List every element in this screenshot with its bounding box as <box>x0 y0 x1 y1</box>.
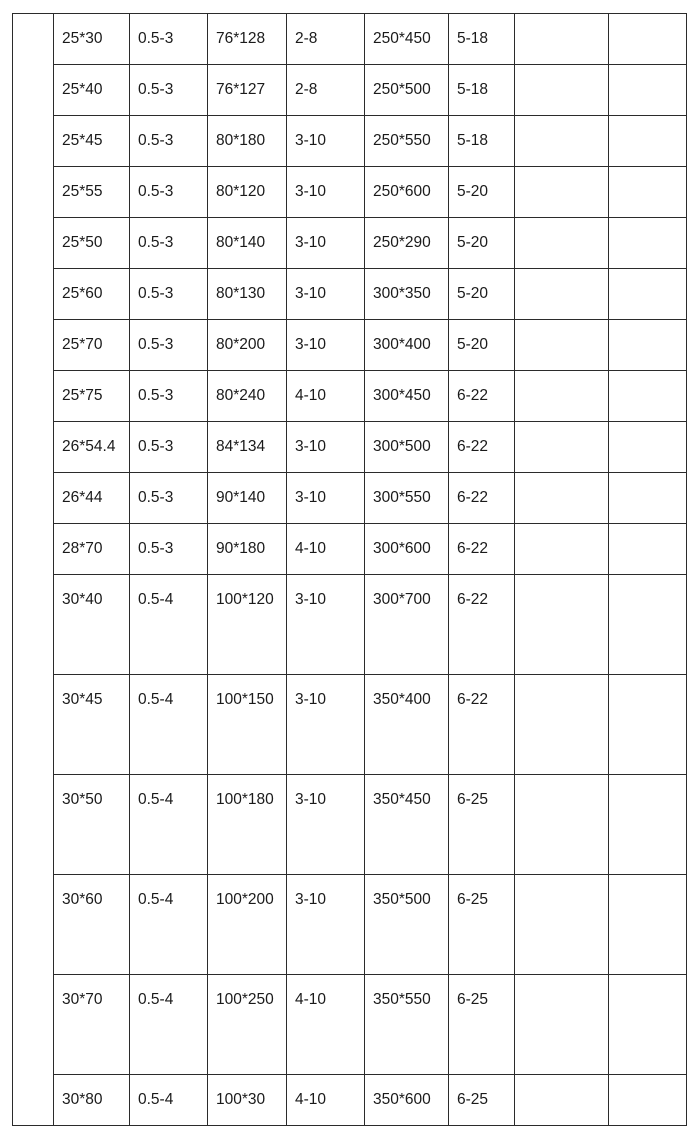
table-cell: 5-20 <box>449 269 515 320</box>
table-cell <box>515 371 609 422</box>
merged-side-cell <box>13 14 54 1126</box>
table-cell <box>515 422 609 473</box>
table-cell: 5-18 <box>449 14 515 65</box>
table-cell: 30*80 <box>54 1075 130 1126</box>
table-cell: 6-25 <box>449 875 515 975</box>
table-cell: 300*400 <box>365 320 449 371</box>
table-cell: 25*30 <box>54 14 130 65</box>
table-row <box>13 775 687 875</box>
table-cell <box>609 875 687 975</box>
table-cell: 0.5-4 <box>130 1075 208 1126</box>
table-cell: 26*44 <box>54 473 130 524</box>
table-row <box>13 116 687 167</box>
table-cell: 3-10 <box>287 575 365 675</box>
table-cell <box>515 14 609 65</box>
table-cell: 3-10 <box>287 269 365 320</box>
table-row <box>13 218 687 269</box>
table-cell: 0.5-4 <box>130 575 208 675</box>
table-cell <box>609 65 687 116</box>
table-row <box>13 371 687 422</box>
table-cell: 250*550 <box>365 116 449 167</box>
table-cell: 80*120 <box>208 167 287 218</box>
table-cell <box>609 320 687 371</box>
table-cell: 6-25 <box>449 975 515 1075</box>
table-row <box>13 269 687 320</box>
table-cell <box>515 775 609 875</box>
table-cell: 0.5-3 <box>130 218 208 269</box>
table-cell: 300*500 <box>365 422 449 473</box>
table-cell: 26*54.4 <box>54 422 130 473</box>
table-cell: 6-22 <box>449 371 515 422</box>
table-cell <box>609 14 687 65</box>
table-cell: 25*55 <box>54 167 130 218</box>
table-cell: 3-10 <box>287 116 365 167</box>
table-cell: 25*75 <box>54 371 130 422</box>
table-cell: 350*450 <box>365 775 449 875</box>
table-cell: 100*200 <box>208 875 287 975</box>
table-cell: 80*130 <box>208 269 287 320</box>
table-cell <box>609 422 687 473</box>
table-cell: 350*550 <box>365 975 449 1075</box>
table-cell: 0.5-4 <box>130 975 208 1075</box>
table-cell: 4-10 <box>287 1075 365 1126</box>
table-cell: 30*45 <box>54 675 130 775</box>
table-cell: 90*180 <box>208 524 287 575</box>
table-cell: 6-22 <box>449 575 515 675</box>
table-cell: 3-10 <box>287 167 365 218</box>
table-cell: 250*450 <box>365 14 449 65</box>
table-cell: 25*40 <box>54 65 130 116</box>
table-cell: 0.5-4 <box>130 775 208 875</box>
table-row <box>13 65 687 116</box>
table-cell: 100*180 <box>208 775 287 875</box>
table-cell: 30*50 <box>54 775 130 875</box>
table-cell <box>515 65 609 116</box>
table-cell <box>609 575 687 675</box>
table-cell <box>609 1075 687 1126</box>
table-cell <box>515 167 609 218</box>
table-cell: 80*140 <box>208 218 287 269</box>
table-cell <box>609 116 687 167</box>
table-row <box>13 14 687 65</box>
table-cell: 80*180 <box>208 116 287 167</box>
table-cell: 25*70 <box>54 320 130 371</box>
table-cell <box>515 116 609 167</box>
table-cell: 5-20 <box>449 320 515 371</box>
table-cell: 0.5-3 <box>130 371 208 422</box>
table-cell <box>609 167 687 218</box>
table-row <box>13 1075 687 1126</box>
table-cell <box>609 524 687 575</box>
table-cell: 0.5-4 <box>130 875 208 975</box>
table-cell: 3-10 <box>287 675 365 775</box>
table-cell: 6-22 <box>449 524 515 575</box>
table-cell: 6-22 <box>449 675 515 775</box>
table-cell: 4-10 <box>287 975 365 1075</box>
table-cell <box>609 473 687 524</box>
table-cell: 3-10 <box>287 422 365 473</box>
table-cell <box>515 269 609 320</box>
table-cell: 0.5-3 <box>130 320 208 371</box>
table-cell: 300*450 <box>365 371 449 422</box>
table-row <box>13 675 687 775</box>
table-cell: 30*40 <box>54 575 130 675</box>
table-cell: 25*50 <box>54 218 130 269</box>
table-cell <box>609 775 687 875</box>
table-cell: 100*250 <box>208 975 287 1075</box>
table-cell <box>515 975 609 1075</box>
table-body <box>13 14 687 1126</box>
table-cell: 76*127 <box>208 65 287 116</box>
table-cell: 300*700 <box>365 575 449 675</box>
table-cell: 250*600 <box>365 167 449 218</box>
table-cell: 5-20 <box>449 218 515 269</box>
table-cell: 0.5-4 <box>130 675 208 775</box>
table-row <box>13 473 687 524</box>
table-cell: 0.5-3 <box>130 269 208 320</box>
table-cell: 80*240 <box>208 371 287 422</box>
table-cell <box>609 371 687 422</box>
table-cell: 2-8 <box>287 65 365 116</box>
table-row <box>13 320 687 371</box>
table-cell: 350*400 <box>365 675 449 775</box>
table-cell: 4-10 <box>287 371 365 422</box>
table-cell: 28*70 <box>54 524 130 575</box>
table-cell: 0.5-3 <box>130 422 208 473</box>
table-row <box>13 167 687 218</box>
table-cell: 6-25 <box>449 775 515 875</box>
table-cell: 300*600 <box>365 524 449 575</box>
table-cell: 100*30 <box>208 1075 287 1126</box>
table-cell: 300*350 <box>365 269 449 320</box>
table-row <box>13 575 687 675</box>
table-cell: 250*500 <box>365 65 449 116</box>
table-cell: 76*128 <box>208 14 287 65</box>
table-row <box>13 422 687 473</box>
table-row <box>13 975 687 1075</box>
spec-table <box>12 13 687 1126</box>
table-cell: 0.5-3 <box>130 524 208 575</box>
table-cell <box>515 875 609 975</box>
table-cell <box>609 975 687 1075</box>
table-cell: 25*60 <box>54 269 130 320</box>
table-cell: 0.5-3 <box>130 116 208 167</box>
table-cell: 3-10 <box>287 320 365 371</box>
table-cell: 30*70 <box>54 975 130 1075</box>
table-cell: 6-22 <box>449 473 515 524</box>
table-cell: 80*200 <box>208 320 287 371</box>
table-cell: 30*60 <box>54 875 130 975</box>
table-cell: 5-18 <box>449 116 515 167</box>
table-cell <box>515 675 609 775</box>
table-cell: 0.5-3 <box>130 14 208 65</box>
table-cell: 90*140 <box>208 473 287 524</box>
table-cell <box>515 1075 609 1126</box>
table-cell: 350*600 <box>365 1075 449 1126</box>
table-cell: 3-10 <box>287 473 365 524</box>
table-cell <box>515 575 609 675</box>
table-cell <box>609 675 687 775</box>
table-row <box>13 875 687 975</box>
table-cell: 5-20 <box>449 167 515 218</box>
table-cell: 5-18 <box>449 65 515 116</box>
table-cell: 3-10 <box>287 875 365 975</box>
table-cell: 6-22 <box>449 422 515 473</box>
table-cell <box>515 320 609 371</box>
table-cell: 2-8 <box>287 14 365 65</box>
table-cell <box>515 473 609 524</box>
table-cell: 3-10 <box>287 775 365 875</box>
table-cell: 4-10 <box>287 524 365 575</box>
table-cell: 3-10 <box>287 218 365 269</box>
table-cell <box>515 218 609 269</box>
table-cell: 0.5-3 <box>130 473 208 524</box>
table-cell: 0.5-3 <box>130 65 208 116</box>
table-cell: 6-25 <box>449 1075 515 1126</box>
table-cell: 25*45 <box>54 116 130 167</box>
table-cell: 100*150 <box>208 675 287 775</box>
table-cell: 0.5-3 <box>130 167 208 218</box>
table-cell: 300*550 <box>365 473 449 524</box>
table-cell: 250*290 <box>365 218 449 269</box>
table-row <box>13 524 687 575</box>
table-cell: 100*120 <box>208 575 287 675</box>
table-cell <box>609 218 687 269</box>
table-cell <box>515 524 609 575</box>
table-cell: 350*500 <box>365 875 449 975</box>
table-cell: 84*134 <box>208 422 287 473</box>
table-cell <box>609 269 687 320</box>
